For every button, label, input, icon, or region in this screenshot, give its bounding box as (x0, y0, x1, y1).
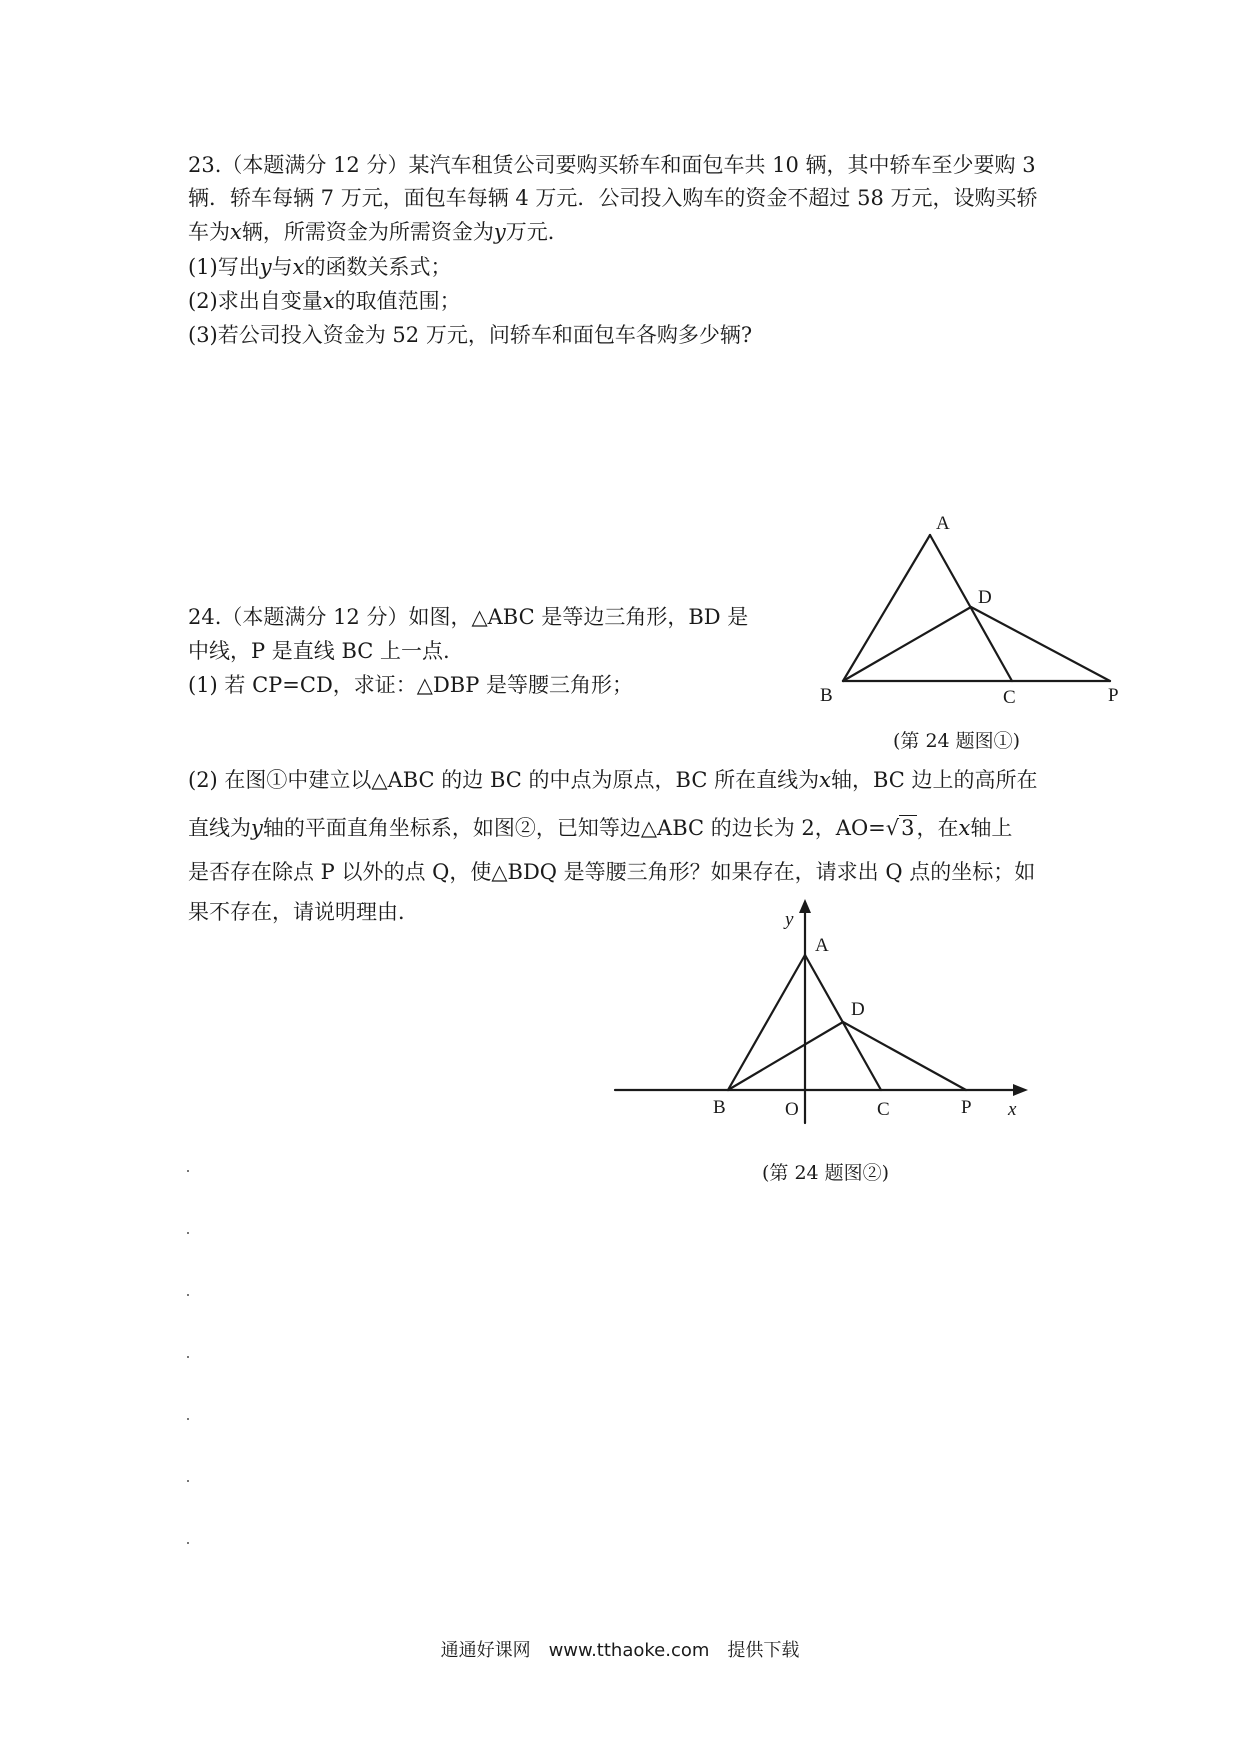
label-b: B (820, 685, 833, 706)
q24-text: 轴上 (970, 816, 1013, 840)
var-x: x (292, 255, 305, 279)
figure-2-svg (615, 905, 1035, 1135)
label-a: A (815, 935, 829, 956)
q23-line-3 (188, 222, 569, 243)
var-y: y (251, 816, 263, 840)
label-x: x (1008, 1099, 1017, 1120)
segment-bd (728, 1022, 843, 1090)
var-x: x (819, 768, 831, 792)
var-x: x (230, 220, 242, 244)
y-axis-arrow-icon (799, 899, 811, 913)
q23-text: 万元． (505, 220, 569, 244)
scan-speck (187, 1356, 189, 1358)
q24-text: 轴，BC 边上的高所在 (830, 768, 1038, 792)
q24-part-2-line-3: 是否存在除点 P 以外的点 Q，使△BDQ 是等腰三角形？如果存在，请求出 Q 点的坐标；如 (188, 860, 1036, 884)
q24-text: ，在 (916, 816, 959, 840)
segment-ab (843, 535, 930, 681)
q24-part-1: (1) 若 CP=CD，求证：△DBP 是等腰三角形； (188, 673, 634, 697)
q23-text: 的取值范围； (334, 289, 461, 313)
scan-speck (187, 1170, 189, 1172)
q23-text: 与 (271, 255, 293, 279)
q24-part-2-line-1 (188, 770, 1038, 791)
scan-speck (187, 1294, 189, 1296)
label-y: y (785, 909, 794, 930)
label-a: A (936, 513, 950, 534)
sqrt-expression (886, 818, 917, 839)
q23-part-3: (3)若公司投入资金为 52 万元，问轿车和面包车各购多少辆? (188, 323, 753, 347)
q23-text: 车为 (188, 220, 230, 244)
figure-1 (820, 515, 1150, 715)
q23-text: 辆，所需资金为所需资金为 (241, 220, 494, 244)
radicand: 3 (901, 816, 915, 840)
var-y: y (259, 255, 272, 279)
q23-text: 的函数关系式； (304, 255, 452, 279)
label-p: P (961, 1097, 972, 1118)
figure-1-svg (820, 515, 1150, 715)
q24-part-2-line-4: 果不存在，请说明理由． (188, 900, 419, 924)
segment-ab (728, 955, 805, 1090)
radical-sign: √ (885, 816, 900, 840)
var-y: y (493, 220, 506, 244)
scan-speck (187, 1480, 189, 1482)
label-d: D (851, 999, 865, 1020)
segment-bd (843, 607, 971, 681)
label-p: P (1108, 685, 1119, 706)
label-d: D (978, 587, 992, 608)
figure-1-caption: (第 24 题图①) (893, 730, 1021, 752)
page-footer: 通通好课网 www.tthaoke.com 提供下载 (440, 1640, 800, 1661)
figure-2-caption: (第 24 题图②) (762, 1162, 890, 1184)
q23-part-2 (188, 291, 461, 312)
q24-line-2: 中线，P 是直线 BC 上一点. (188, 639, 450, 663)
figure-2 (615, 905, 1035, 1135)
scan-speck (187, 1542, 189, 1544)
scan-speck (187, 1232, 189, 1234)
var-x: x (322, 289, 335, 313)
label-b: B (713, 1097, 726, 1118)
q23-line-1: 23.（本题满分 12 分）某汽车租赁公司要购买轿车和面包车共 10 辆，其中轿车至少要购 3 (188, 153, 1036, 177)
q23-text: (2)求出自变量 (188, 289, 323, 313)
x-axis-arrow-icon (1013, 1084, 1028, 1096)
q24-text: (2) 在图①中建立以△ABC 的边 BC 的中点为原点，BC 所在直线为 (188, 768, 820, 792)
q23-part-1 (188, 257, 451, 278)
q23-line-2: 辆．轿车每辆 7 万元，面包车每辆 4 万元．公司投入购车的资金不超过 58 万元，设购买轿 (188, 186, 1038, 210)
q24-line-1: 24.（本题满分 12 分）如图，△ABC 是等边三角形，BD 是 (188, 605, 749, 629)
var-x: x (958, 816, 971, 840)
label-c: C (1003, 687, 1016, 708)
q23-text: (1)写出 (188, 255, 260, 279)
q24-part-2-line-2 (188, 818, 1012, 839)
q24-text: 轴的平面直角坐标系，如图②，已知等边△ABC 的边长为 2，AO= (262, 816, 886, 840)
scan-speck (187, 1418, 189, 1420)
label-c: C (877, 1099, 890, 1120)
q24-text: 直线为 (188, 816, 251, 840)
label-o: O (785, 1099, 799, 1120)
